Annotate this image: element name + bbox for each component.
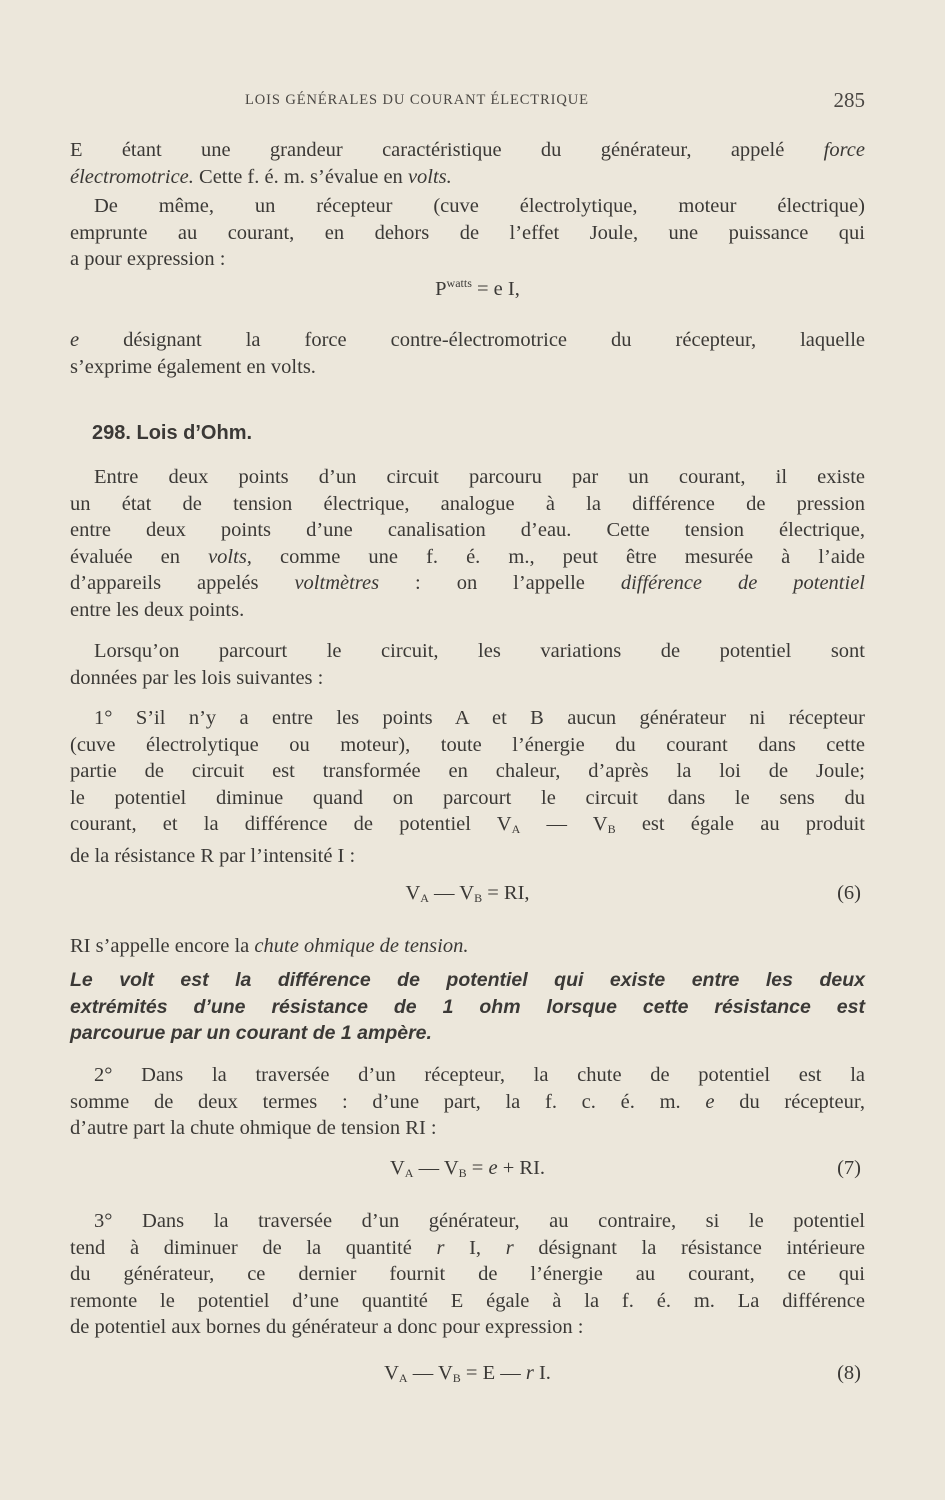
italic-term: r <box>505 1236 514 1259</box>
page-header <box>70 88 865 114</box>
text-span: RI s’appelle encore la <box>70 935 255 957</box>
formula-rest: = E — <box>460 1362 526 1384</box>
formula-rest: I. <box>533 1362 551 1384</box>
paragraph-ohmic-drop <box>70 933 865 960</box>
formula-expression <box>70 276 865 301</box>
subscript: B <box>458 1166 467 1180</box>
formula-expression <box>70 1362 865 1386</box>
text-line: de la résistance R par l’intensité I : <box>70 844 356 867</box>
formula-symbol: V <box>389 1157 405 1179</box>
formula-symbol: — V <box>413 1157 459 1179</box>
text-line: données par les lois suivantes : <box>70 666 324 689</box>
subscript: B <box>474 891 483 905</box>
formula-7 <box>70 1157 865 1185</box>
text-line: Lorsqu’on parcourt le circuit, les variations de potentiel sont <box>94 640 865 662</box>
subscript: B <box>452 1371 461 1385</box>
equation-number: (8) <box>837 1362 861 1384</box>
text-line <box>70 1089 865 1116</box>
text-line: remonte le potentiel d’une quantité E égale à la f. é. m. La différence <box>70 1289 865 1312</box>
subscript: A <box>420 891 429 905</box>
formula-symbol: — V <box>428 882 475 904</box>
text-span: du récepteur, <box>714 1090 865 1113</box>
formula-superscript: watts <box>446 276 472 290</box>
text-span: d’appareils appelés <box>70 572 295 594</box>
text-span: Cette f. é. m. s’évalue en <box>193 165 408 188</box>
text-line <box>70 544 865 571</box>
text-line: d’autre part la chute ohmique de tension RI : <box>70 1117 437 1139</box>
formula-rest: = e I, <box>471 277 520 300</box>
text-line: emprunte au courant, en dehors de l’effet Joule, une puissance qui <box>70 221 865 244</box>
text-span: comme une f. é. m., peut être mesurée à l’aide <box>251 545 865 568</box>
subscript: A <box>398 1371 408 1385</box>
text-span: courant, et la différence de potentiel V <box>70 813 512 835</box>
paragraph-law-1 <box>70 705 865 869</box>
text-span: désignant la force contre-électromotrice du récepteur, laquelle <box>79 329 865 351</box>
formula-rest: = <box>466 1157 489 1179</box>
text-line: a pour expression : <box>70 248 226 270</box>
formula-rest: + RI. <box>497 1157 546 1179</box>
definition-volt <box>70 967 865 1047</box>
text-span: : on l’appelle <box>379 572 621 594</box>
text-line <box>70 1235 865 1262</box>
subscript: A <box>511 822 521 836</box>
italic-term: chute ohmique de tension. <box>254 935 469 957</box>
text-line <box>70 137 865 164</box>
text-line: entre deux points d’une canalisation d’eau. Cette tension électrique, <box>70 519 865 541</box>
text-span: somme de deux termes : d’une part, la f. c. é. m. <box>70 1090 706 1113</box>
text-line: De même, un récepteur (cuve électrolytique, moteur électrique) <box>94 195 865 217</box>
italic-term: e <box>705 1090 715 1113</box>
formula-symbol: P <box>435 277 447 300</box>
text-line: 3° Dans la traversée d’un générateur, au contraire, si le potentiel <box>94 1210 865 1232</box>
formula-power <box>70 276 865 304</box>
italic-term: r <box>436 1236 445 1259</box>
formula-italic: r <box>525 1362 534 1384</box>
formula-symbol: — V <box>407 1362 453 1384</box>
text-line: de potentiel aux bornes du générateur a donc pour expression : <box>70 1316 584 1338</box>
italic-term: volts, <box>208 545 252 568</box>
text-line <box>70 327 865 354</box>
formula-expression <box>70 1157 865 1181</box>
equation-number: (6) <box>837 882 861 904</box>
italic-term: force <box>823 139 865 161</box>
italic-term: différence de potentiel <box>620 572 865 594</box>
formula-expression <box>70 882 865 906</box>
paragraph-law-3 <box>70 1208 865 1341</box>
text-line: 2° Dans la traversée d’un récepteur, la chute de potentiel est la <box>94 1064 865 1086</box>
italic-term: e <box>70 329 80 351</box>
text-line: entre les deux points. <box>70 598 245 621</box>
text-line <box>70 570 865 597</box>
running-head: LOIS GÉNÉRALES DU COURANT ÉLECTRIQUE <box>245 92 589 108</box>
formula-6 <box>70 882 865 910</box>
text-line: du générateur, ce dernier fournit de l’énergie au courant, ce qui <box>70 1263 865 1285</box>
equation-number: (7) <box>837 1157 861 1179</box>
paragraph-law-2 <box>70 1062 865 1142</box>
section-heading: 298. Lois d’Ohm. <box>92 422 253 444</box>
text-span: évaluée en <box>70 545 209 568</box>
italic-term: voltmètres <box>294 572 380 594</box>
formula-italic: e <box>488 1157 498 1179</box>
text-line: le potentiel diminue quand on parcourt le circuit dans le sens du <box>70 786 865 809</box>
text-line: parcourue par un courant de 1 ampère. <box>70 1022 432 1044</box>
italic-term: volts. <box>407 165 452 188</box>
text-line: partie de circuit est transformée en chaleur, d’après la loi de Joule; <box>70 760 865 782</box>
text-line: s’exprime également en volts. <box>70 355 316 378</box>
text-line: 1° S’il n’y a entre les points A et B aucun générateur ni récepteur <box>94 707 865 729</box>
page-number: 285 <box>833 88 865 112</box>
text-line: (cuve électrolytique ou moteur), toute l’énergie du courant dans cette <box>70 733 865 756</box>
text-line: un état de tension électrique, analogue à la différence de pression <box>70 492 865 515</box>
paragraph-receiver <box>70 193 865 273</box>
subscript: A <box>404 1166 414 1180</box>
paragraph-counter-emf <box>70 327 865 380</box>
formula-rest: = RI, <box>482 882 530 904</box>
italic-term: électromotrice. <box>70 165 194 188</box>
formula-symbol: V <box>384 1362 399 1384</box>
text-span: est égale au produit <box>615 813 865 835</box>
text-line: extrémités d’une résistance de 1 ohm lorsque cette résistance est <box>70 995 865 1018</box>
text-line: Le volt est la différence de potentiel qui existe entre les deux <box>70 969 865 991</box>
text-line <box>70 164 865 191</box>
text-span: désignant la résistance intérieure <box>513 1236 865 1259</box>
text-span: tend à diminuer de la quantité <box>70 1236 437 1259</box>
paragraph-laws-intro <box>70 638 865 691</box>
formula-symbol: V <box>405 882 421 904</box>
text-line <box>70 933 865 960</box>
paragraph-tension <box>70 464 865 623</box>
formula-8 <box>70 1362 865 1390</box>
text-span: I, <box>444 1236 506 1259</box>
text-line: Entre deux points d’un circuit parcouru par un courant, il existe <box>94 466 865 488</box>
text-span: E étant une grandeur caractéristique du générateur, appelé <box>70 139 824 161</box>
paragraph-emf <box>70 137 865 190</box>
text-span: — V <box>520 813 608 835</box>
text-line <box>70 811 865 843</box>
subscript: B <box>607 822 616 836</box>
